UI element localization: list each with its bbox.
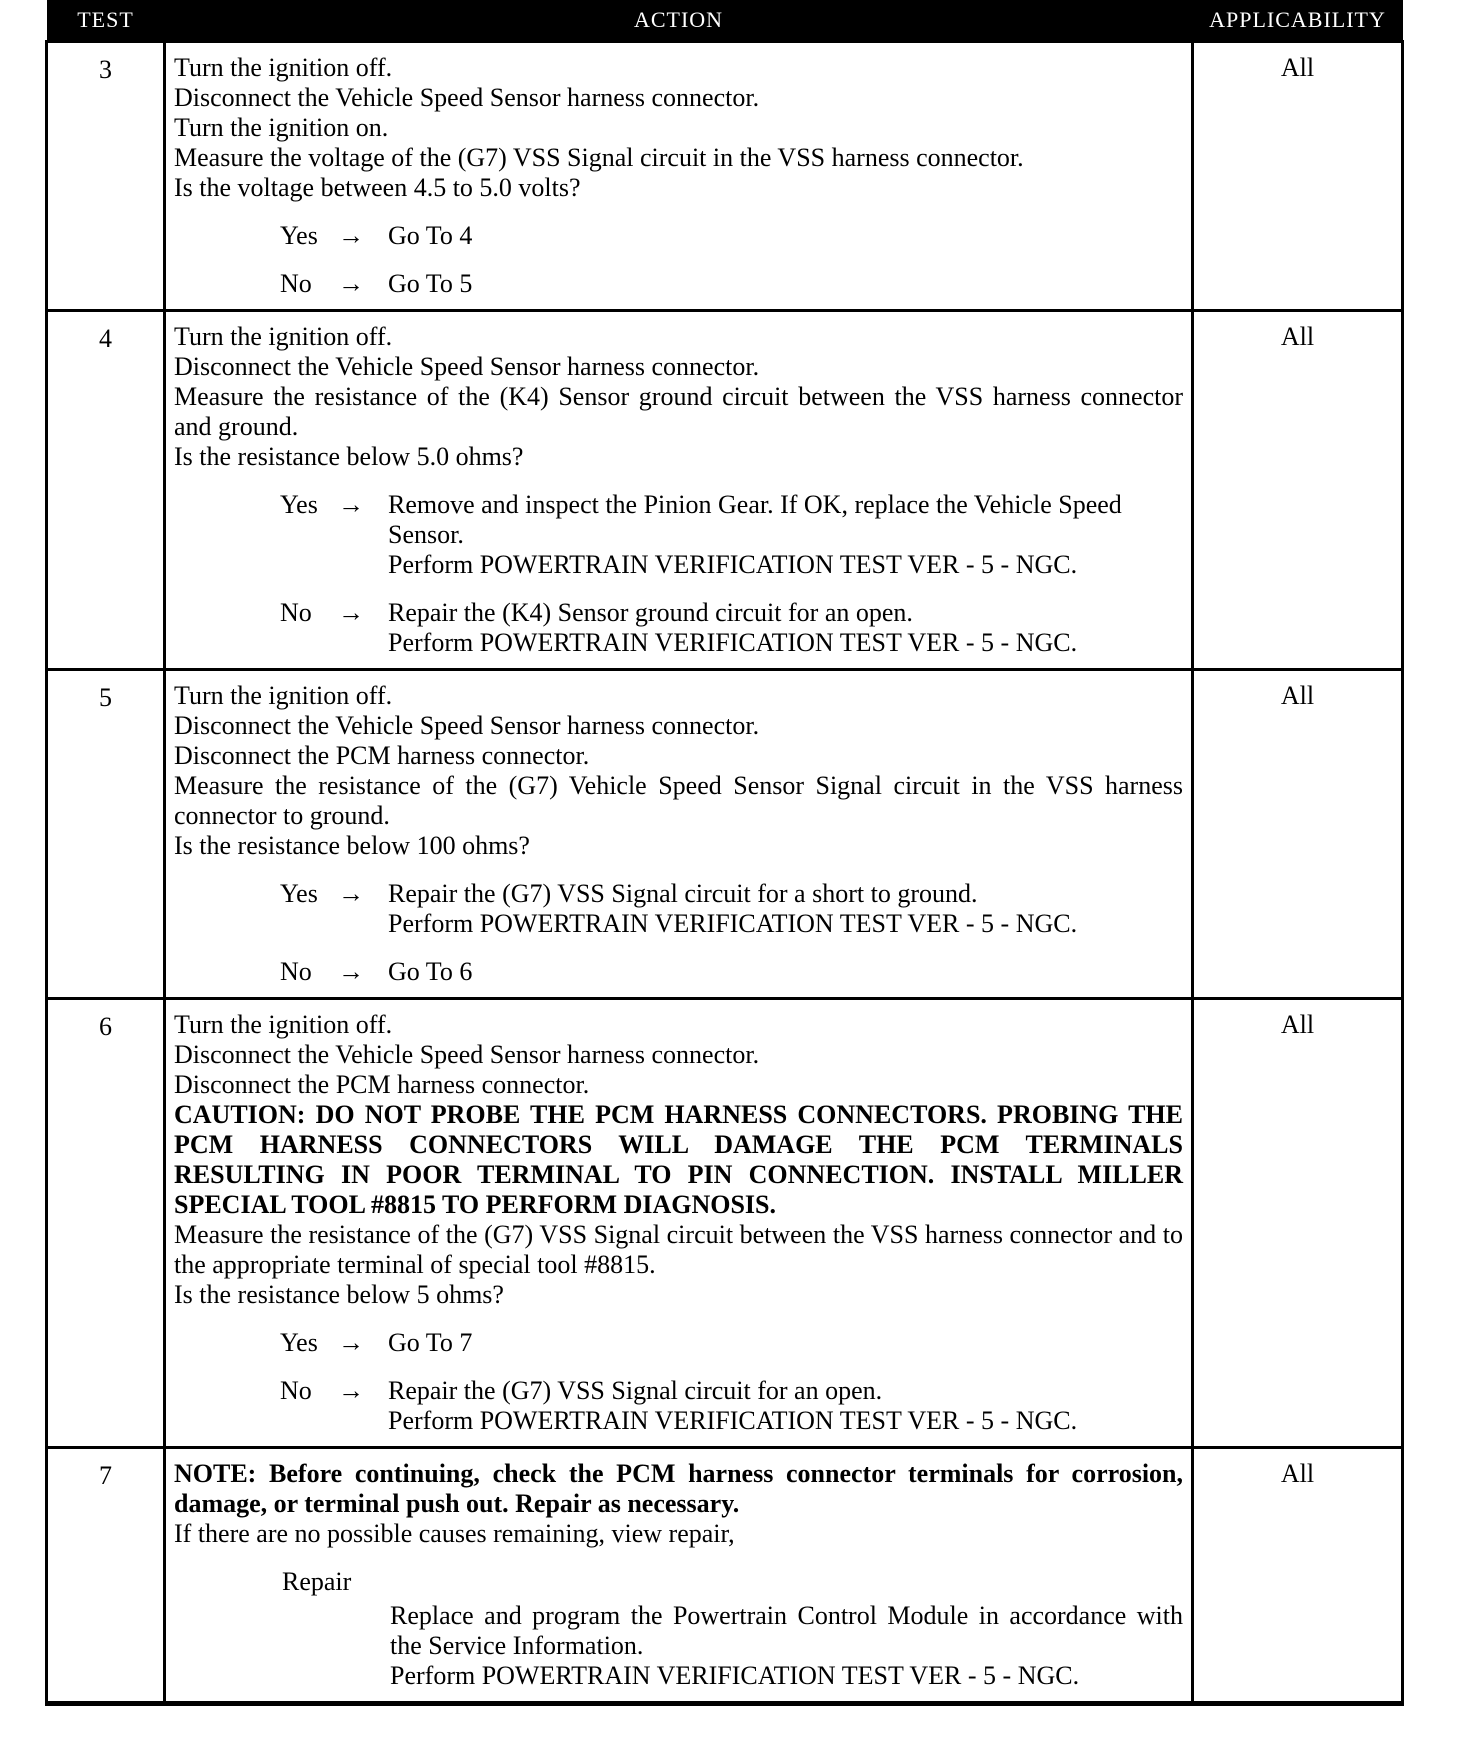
step-text: Disconnect the PCM harness connector. bbox=[174, 741, 590, 770]
step-text: Turn the ignition off. bbox=[174, 322, 393, 351]
test-number: 4 bbox=[47, 311, 165, 670]
step-text: Disconnect the Vehicle Speed Sensor harness connector. bbox=[174, 352, 760, 381]
header-action: ACTION bbox=[165, 0, 1193, 42]
branch-text: Repair the (G7) VSS Signal circuit for a short to ground. bbox=[388, 879, 978, 908]
header-applicability: APPLICABILITY bbox=[1193, 0, 1403, 42]
applicability-value: All bbox=[1193, 670, 1403, 999]
no-label: No bbox=[280, 957, 312, 986]
no-label: No bbox=[280, 1376, 312, 1405]
no-label: No bbox=[280, 598, 312, 627]
arrow-icon: → bbox=[338, 1376, 364, 1405]
diagnostic-test-document bbox=[45, 0, 1401, 1706]
table-header-row bbox=[47, 0, 1403, 42]
repair-label: Repair bbox=[282, 1567, 352, 1596]
action-cell bbox=[165, 42, 1193, 311]
test-number: 5 bbox=[47, 670, 165, 999]
branch-text: Perform POWERTRAIN VERIFICATION TEST VER - 5 - NGC. bbox=[388, 550, 1078, 579]
no-branch bbox=[280, 269, 1183, 299]
table-row bbox=[47, 1448, 1403, 1704]
caution-text: CAUTION: DO NOT PROBE THE PCM HARNESS CONNECTORS. PROBING THE PCM HARNESS CONNECTORS WILL DAMAGE THE PCM TERMINALS RESULTING IN POOR TERMINAL TO PIN CONNECTION. INSTALL MILLER SPECIAL TOOL #8815 TO PERFORM DIAGNOSIS. bbox=[174, 1100, 1183, 1219]
branch-text: Go To 7 bbox=[388, 1328, 473, 1357]
applicability-value: All bbox=[1193, 42, 1403, 311]
yes-branch bbox=[280, 1328, 1183, 1358]
test-number: 6 bbox=[47, 999, 165, 1448]
step-text: Turn the ignition on. bbox=[174, 113, 389, 142]
no-label: No bbox=[280, 269, 312, 298]
step-text: Measure the resistance of the (G7) Vehicle Speed Sensor Signal circuit in the VSS harness connector to ground. bbox=[174, 771, 1183, 830]
header-test: TEST bbox=[47, 0, 165, 42]
diagnostic-test-table bbox=[45, 0, 1404, 1706]
no-branch bbox=[280, 957, 1183, 987]
branch-text: Repair the (K4) Sensor ground circuit for an open. bbox=[388, 598, 913, 627]
arrow-icon: → bbox=[338, 1328, 364, 1357]
action-cell bbox=[165, 999, 1193, 1448]
arrow-icon: → bbox=[338, 221, 364, 250]
test-number: 7 bbox=[47, 1448, 165, 1704]
yes-label: Yes bbox=[280, 490, 318, 519]
step-text: Disconnect the Vehicle Speed Sensor harness connector. bbox=[174, 83, 760, 112]
no-branch bbox=[280, 598, 1183, 658]
yes-branch bbox=[280, 879, 1183, 939]
table-row bbox=[47, 42, 1403, 311]
yes-label: Yes bbox=[280, 221, 318, 250]
repair-line: Perform POWERTRAIN VERIFICATION TEST VER - 5 - NGC. bbox=[390, 1661, 1080, 1690]
step-text: Turn the ignition off. bbox=[174, 1010, 393, 1039]
step-text: Disconnect the Vehicle Speed Sensor harness connector. bbox=[174, 711, 760, 740]
action-cell bbox=[165, 1448, 1193, 1704]
yes-branch bbox=[280, 221, 1183, 251]
table-row bbox=[47, 670, 1403, 999]
branch-text: Go To 6 bbox=[388, 957, 473, 986]
step-text: Disconnect the Vehicle Speed Sensor harness connector. bbox=[174, 1040, 760, 1069]
branch-text: Repair the (G7) VSS Signal circuit for an open. bbox=[388, 1376, 883, 1405]
applicability-value: All bbox=[1193, 999, 1403, 1448]
note-text: NOTE: Before continuing, check the PCM harness connector terminals for corrosion, damage, or terminal push out. Repair as necessary. bbox=[174, 1459, 1183, 1518]
branch-text: Remove and inspect the Pinion Gear. If OK, replace the Vehicle Speed Sensor. bbox=[388, 490, 1122, 549]
branch-text: Perform POWERTRAIN VERIFICATION TEST VER - 5 - NGC. bbox=[388, 628, 1078, 657]
test-number: 3 bbox=[47, 42, 165, 311]
action-cell bbox=[165, 311, 1193, 670]
table-row bbox=[47, 999, 1403, 1448]
action-cell bbox=[165, 670, 1193, 999]
arrow-icon: → bbox=[338, 879, 364, 908]
applicability-value: All bbox=[1193, 1448, 1403, 1704]
arrow-icon: → bbox=[338, 957, 364, 986]
step-text: If there are no possible causes remaining, view repair, bbox=[174, 1519, 735, 1548]
yes-label: Yes bbox=[280, 879, 318, 908]
step-text: Turn the ignition off. bbox=[174, 53, 393, 82]
step-text: Measure the resistance of the (G7) VSS Signal circuit between the VSS harness connector and to the appropriate terminal of special tool #8815. bbox=[174, 1220, 1183, 1279]
applicability-value: All bbox=[1193, 311, 1403, 670]
table-row bbox=[47, 311, 1403, 670]
branch-text: Go To 4 bbox=[388, 221, 473, 250]
step-text: Is the resistance below 5.0 ohms? bbox=[174, 442, 524, 471]
step-text: Disconnect the PCM harness connector. bbox=[174, 1070, 590, 1099]
yes-branch bbox=[280, 490, 1183, 580]
arrow-icon: → bbox=[338, 598, 364, 627]
step-text: Measure the voltage of the (G7) VSS Signal circuit in the VSS harness connector. bbox=[174, 143, 1024, 172]
step-text: Is the voltage between 4.5 to 5.0 volts? bbox=[174, 173, 581, 202]
yes-label: Yes bbox=[280, 1328, 318, 1357]
step-text: Measure the resistance of the (K4) Sensor ground circuit between the VSS harness connector and ground. bbox=[174, 382, 1183, 441]
repair-text bbox=[390, 1601, 1183, 1691]
branch-text: Perform POWERTRAIN VERIFICATION TEST VER - 5 - NGC. bbox=[388, 1406, 1078, 1435]
repair-line: Replace and program the Powertrain Control Module in accordance with the Service Information. bbox=[390, 1601, 1183, 1660]
branch-text: Go To 5 bbox=[388, 269, 473, 298]
step-text: Turn the ignition off. bbox=[174, 681, 393, 710]
arrow-icon: → bbox=[338, 269, 364, 298]
branch-text: Perform POWERTRAIN VERIFICATION TEST VER - 5 - NGC. bbox=[388, 909, 1078, 938]
step-text: Is the resistance below 5 ohms? bbox=[174, 1280, 504, 1309]
arrow-icon: → bbox=[338, 490, 364, 519]
no-branch bbox=[280, 1376, 1183, 1436]
step-text: Is the resistance below 100 ohms? bbox=[174, 831, 530, 860]
